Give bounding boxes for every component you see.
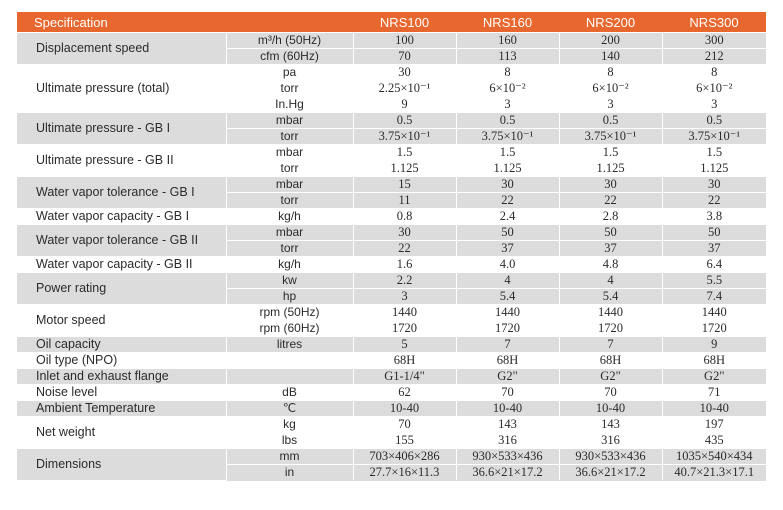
value-cell: 15 (353, 177, 456, 193)
value-cell: 3 (662, 97, 766, 113)
value-cell: 1440 (456, 305, 559, 321)
value-cell: 200 (559, 33, 662, 49)
value-cell: 30 (662, 177, 766, 193)
value-cell: 1.6 (353, 257, 456, 273)
value-cell: 71 (662, 385, 766, 401)
table-row (17, 65, 766, 81)
value-cell: 9 (353, 97, 456, 113)
unit-cell: mbar (226, 225, 353, 241)
value-cell: 1720 (662, 321, 766, 337)
unit-cell: litres (226, 337, 353, 353)
value-cell: 8 (559, 65, 662, 81)
value-cell: 70 (353, 417, 456, 433)
header-model-nrs300: NRS300 (662, 12, 766, 33)
value-cell: 70 (456, 385, 559, 401)
spec-label: Water vapor tolerance - GB II (17, 225, 226, 257)
spec-label: Dimensions (17, 449, 226, 481)
value-cell: 62 (353, 385, 456, 401)
unit-cell: kg/h (226, 257, 353, 273)
table-row (17, 177, 766, 193)
value-cell: 4 (456, 273, 559, 289)
unit-cell: pa (226, 65, 353, 81)
header-unit (226, 12, 353, 33)
value-cell: 0.5 (662, 113, 766, 129)
unit-cell: dB (226, 385, 353, 401)
table-row (17, 209, 766, 225)
value-cell: 1.125 (353, 161, 456, 177)
table-row (17, 417, 766, 433)
value-cell: 930×533×436 (559, 449, 662, 465)
value-cell: 36.6×21×17.2 (456, 465, 559, 481)
value-cell: 7 (456, 337, 559, 353)
value-cell: 0.5 (456, 113, 559, 129)
table-row (17, 337, 766, 353)
table-row (17, 369, 766, 385)
spec-label: Noise level (17, 385, 226, 401)
value-cell: 8 (662, 65, 766, 81)
value-cell: 1.5 (456, 145, 559, 161)
unit-cell: ℃ (226, 401, 353, 417)
unit-cell: torr (226, 129, 353, 145)
unit-cell: hp (226, 289, 353, 305)
table-row (17, 401, 766, 417)
table-row (17, 225, 766, 241)
table-row (17, 449, 766, 465)
unit-cell: In.Hg (226, 97, 353, 113)
unit-cell: mbar (226, 145, 353, 161)
value-cell: 22 (353, 241, 456, 257)
value-cell: 40.7×21.3×17.1 (662, 465, 766, 481)
unit-cell: in (226, 465, 353, 481)
value-cell: 1035×540×434 (662, 449, 766, 465)
value-cell: 30 (353, 225, 456, 241)
value-cell: 27.7×16×11.3 (353, 465, 456, 481)
header-model-nrs100: NRS100 (353, 12, 456, 33)
value-cell: 10-40 (456, 401, 559, 417)
value-cell: G2" (662, 369, 766, 385)
value-cell: 37 (662, 241, 766, 257)
unit-cell: kg/h (226, 209, 353, 225)
value-cell: 113 (456, 49, 559, 65)
specification-table (17, 12, 766, 481)
value-cell: 3.8 (662, 209, 766, 225)
value-cell: 197 (662, 417, 766, 433)
unit-cell: kg (226, 417, 353, 433)
value-cell: 2.2 (353, 273, 456, 289)
spec-label: Water vapor capacity - GB II (17, 257, 226, 273)
value-cell: 50 (662, 225, 766, 241)
value-cell: 3 (353, 289, 456, 305)
value-cell: 1440 (353, 305, 456, 321)
value-cell: 3.75×10⁻¹ (456, 129, 559, 145)
value-cell: 155 (353, 433, 456, 449)
unit-cell: rpm (50Hz) (226, 305, 353, 321)
value-cell: 143 (559, 417, 662, 433)
value-cell: 6×10⁻² (662, 81, 766, 97)
spec-label: Ambient Temperature (17, 401, 226, 417)
value-cell: 703×406×286 (353, 449, 456, 465)
value-cell: 100 (353, 33, 456, 49)
spec-label: Ultimate pressure - GB II (17, 145, 226, 177)
value-cell: 1.125 (559, 161, 662, 177)
value-cell: 2.25×10⁻¹ (353, 81, 456, 97)
value-cell: 4.8 (559, 257, 662, 273)
unit-cell: m³/h (50Hz) (226, 33, 353, 49)
value-cell: 1.5 (662, 145, 766, 161)
unit-cell: mbar (226, 113, 353, 129)
value-cell: 10-40 (662, 401, 766, 417)
spec-label: Net weight (17, 417, 226, 449)
table-body (17, 33, 766, 481)
table-header (17, 12, 766, 33)
table-row (17, 257, 766, 273)
unit-cell: mbar (226, 177, 353, 193)
value-cell: 930×533×436 (456, 449, 559, 465)
value-cell: 3.75×10⁻¹ (662, 129, 766, 145)
header-row (17, 12, 766, 33)
value-cell: 7.4 (662, 289, 766, 305)
spec-label: Power rating (17, 273, 226, 305)
spec-label: Oil type (NPO) (17, 353, 226, 369)
value-cell: 22 (559, 193, 662, 209)
spec-label: Ultimate pressure - GB I (17, 113, 226, 145)
value-cell: 6.4 (662, 257, 766, 273)
value-cell: 68H (559, 353, 662, 369)
value-cell: 30 (353, 65, 456, 81)
unit-cell: torr (226, 193, 353, 209)
header-model-nrs200: NRS200 (559, 12, 662, 33)
value-cell: 3 (559, 97, 662, 113)
table-row (17, 385, 766, 401)
value-cell: 36.6×21×17.2 (559, 465, 662, 481)
unit-cell: torr (226, 161, 353, 177)
table-row (17, 353, 766, 369)
value-cell: 1.5 (353, 145, 456, 161)
value-cell: 316 (559, 433, 662, 449)
value-cell: G2" (559, 369, 662, 385)
value-cell: 30 (559, 177, 662, 193)
value-cell: 50 (559, 225, 662, 241)
value-cell: 4 (559, 273, 662, 289)
unit-cell: rpm (60Hz) (226, 321, 353, 337)
unit-cell: torr (226, 241, 353, 257)
value-cell: 3.75×10⁻¹ (353, 129, 456, 145)
value-cell: G1-1/4" (353, 369, 456, 385)
spec-label: Water vapor tolerance - GB I (17, 177, 226, 209)
value-cell: 6×10⁻² (456, 81, 559, 97)
value-cell: 10-40 (559, 401, 662, 417)
spec-label: Ultimate pressure (total) (17, 65, 226, 113)
value-cell: 2.4 (456, 209, 559, 225)
header-specification: Specification (17, 12, 226, 33)
spec-label: Inlet and exhaust flange (17, 369, 226, 385)
value-cell: 6×10⁻² (559, 81, 662, 97)
unit-cell: lbs (226, 433, 353, 449)
value-cell: 4.0 (456, 257, 559, 273)
value-cell: 435 (662, 433, 766, 449)
value-cell: 68H (353, 353, 456, 369)
value-cell: 7 (559, 337, 662, 353)
value-cell: 212 (662, 49, 766, 65)
value-cell: 68H (662, 353, 766, 369)
unit-cell: mm (226, 449, 353, 465)
unit-cell: kw (226, 273, 353, 289)
value-cell: 68H (456, 353, 559, 369)
value-cell: 316 (456, 433, 559, 449)
header-model-nrs160: NRS160 (456, 12, 559, 33)
spec-table-container (17, 12, 766, 481)
value-cell: 1720 (353, 321, 456, 337)
value-cell: 1.5 (559, 145, 662, 161)
unit-cell (226, 353, 353, 369)
spec-label: Oil capacity (17, 337, 226, 353)
value-cell: 5 (353, 337, 456, 353)
spec-label: Displacement speed (17, 33, 226, 65)
value-cell: 5.4 (559, 289, 662, 305)
value-cell: 1440 (559, 305, 662, 321)
value-cell: 3 (456, 97, 559, 113)
table-row (17, 145, 766, 161)
value-cell: 2.8 (559, 209, 662, 225)
value-cell: 300 (662, 33, 766, 49)
value-cell: 9 (662, 337, 766, 353)
table-row (17, 305, 766, 321)
value-cell: 1720 (559, 321, 662, 337)
value-cell: 1440 (662, 305, 766, 321)
table-row (17, 113, 766, 129)
value-cell: 10-40 (353, 401, 456, 417)
value-cell: 70 (559, 385, 662, 401)
value-cell: 50 (456, 225, 559, 241)
value-cell: 1.125 (662, 161, 766, 177)
value-cell: 37 (559, 241, 662, 257)
value-cell: 37 (456, 241, 559, 257)
value-cell: 70 (353, 49, 456, 65)
value-cell: 0.8 (353, 209, 456, 225)
value-cell: 140 (559, 49, 662, 65)
unit-cell: cfm (60Hz) (226, 49, 353, 65)
unit-cell: torr (226, 81, 353, 97)
value-cell: 30 (456, 177, 559, 193)
unit-cell (226, 369, 353, 385)
value-cell: 3.75×10⁻¹ (559, 129, 662, 145)
value-cell: 0.5 (559, 113, 662, 129)
table-row (17, 33, 766, 49)
value-cell: 5.4 (456, 289, 559, 305)
value-cell: 11 (353, 193, 456, 209)
value-cell: 1.125 (456, 161, 559, 177)
value-cell: 22 (662, 193, 766, 209)
value-cell: 5.5 (662, 273, 766, 289)
value-cell: 1720 (456, 321, 559, 337)
value-cell: 22 (456, 193, 559, 209)
value-cell: 143 (456, 417, 559, 433)
value-cell: 160 (456, 33, 559, 49)
spec-label: Motor speed (17, 305, 226, 337)
value-cell: G2" (456, 369, 559, 385)
value-cell: 0.5 (353, 113, 456, 129)
value-cell: 8 (456, 65, 559, 81)
spec-label: Water vapor capacity - GB I (17, 209, 226, 225)
table-row (17, 273, 766, 289)
